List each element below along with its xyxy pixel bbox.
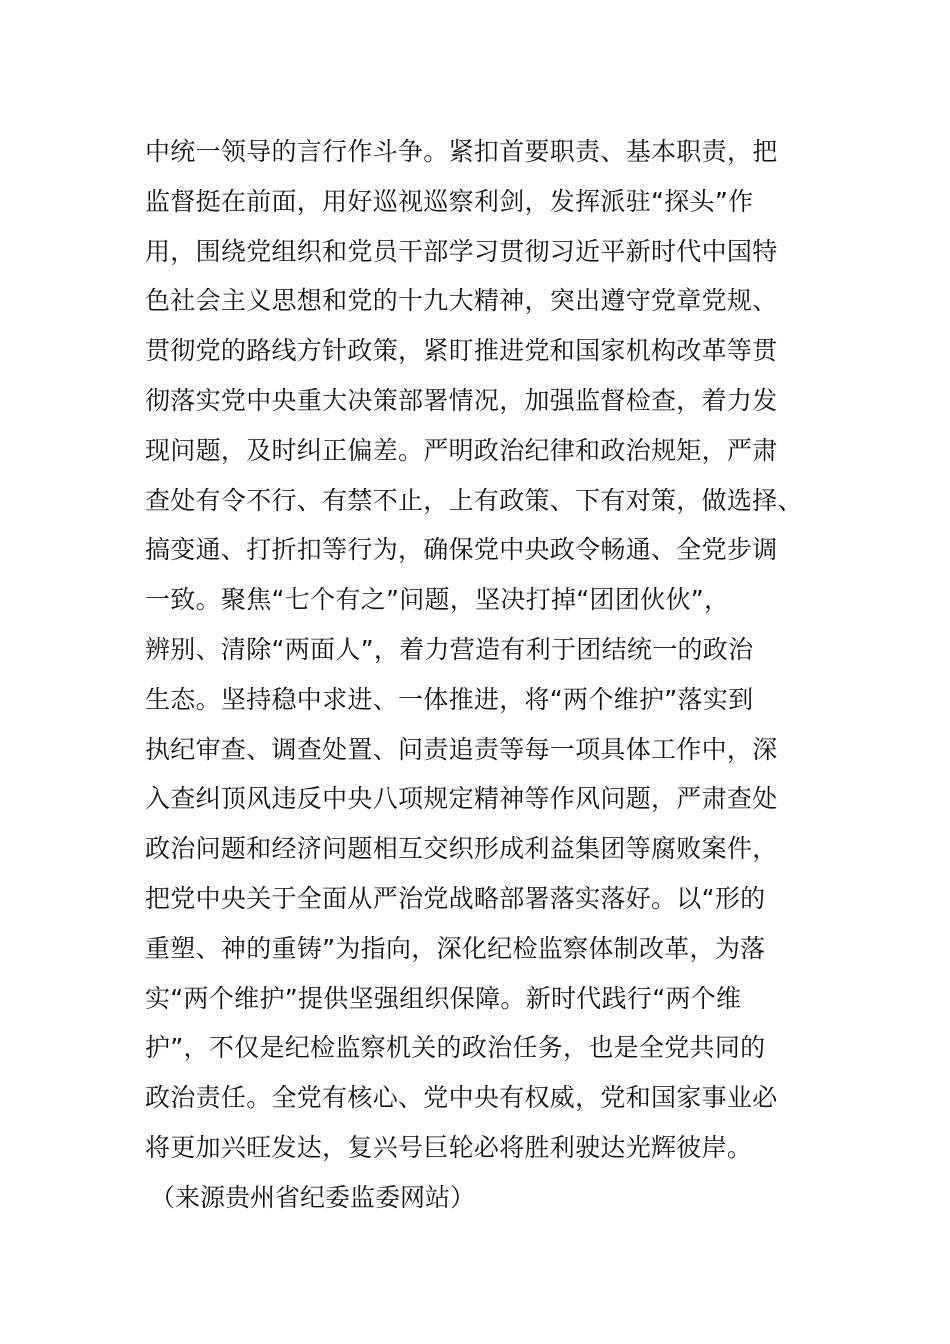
text-line: 护”，不仅是纪检监察机关的政治任务，也是全党共同的: [145, 1033, 766, 1063]
text-line: 实“两个维护”提供坚强组织保障。新时代践行“两个维: [145, 983, 742, 1013]
text-line: 中统一领导的言行作斗争。紧扣首要职责、基本职责，把: [145, 137, 778, 166]
text-line: 彻落实党中央重大决策部署情况，加强监督检查，着力发: [145, 385, 778, 415]
text-line: 把党中央关于全面从严治党战略部署落实落好。以“形的: [145, 883, 766, 913]
text-line: 将更加兴旺发达，复兴号巨轮必将胜利驶达光辉彼岸。: [145, 1132, 753, 1162]
text-line: 一致。聚焦“七个有之”问题，坚决打掉“团团伙伙”，: [145, 585, 730, 615]
text-line: 政治责任。全党有核心、党中央有权威，党和国家事业必: [145, 1083, 778, 1113]
text-line: 搞变通、打折扣等行为，确保党中央政令畅通、全党步调: [145, 535, 778, 565]
text-line: 贯彻党的路线方针政策，紧盯推进党和国家机构改革等贯: [145, 336, 778, 366]
article-body: [145, 127, 805, 1173]
text-line: 监督挺在前面，用好巡视巡察利剑，发挥派驻“探头”作: [145, 186, 754, 216]
source-attribution: （来源贵州省纪委监委网站）: [150, 1183, 476, 1212]
text-line: 用，围绕党组织和党员干部学习贯彻习近平新时代中国特: [145, 236, 778, 266]
text-line: 生态。坚持稳中求进、一体推进，将“两个维护”落实到: [145, 684, 754, 714]
text-line: 现问题，及时纠正偏差。严明政治纪律和政治规矩，严肃: [145, 435, 778, 465]
text-line: 色社会主义思想和党的十九大精神，突出遵守党章党规、: [145, 286, 778, 316]
text-line: 政治问题和经济问题相互交织形成利益集团等腐败案件，: [145, 834, 778, 864]
text-line: 执纪审查、调查处置、问责追责等每一项具体工作中，深: [145, 734, 778, 764]
text-line: 重塑、神的重铸”为指向，深化纪检监察体制改革，为落: [145, 933, 766, 963]
text-line: 辨别、清除“两面人”，着力营造有利于团结统一的政治: [145, 634, 754, 664]
text-line: 入查纠顶风违反中央八项规定精神等作风问题，严肃查处: [145, 784, 778, 814]
text-line: 查处有令不行、有禁不止，上有政策、下有对策，做选择、: [145, 485, 803, 515]
